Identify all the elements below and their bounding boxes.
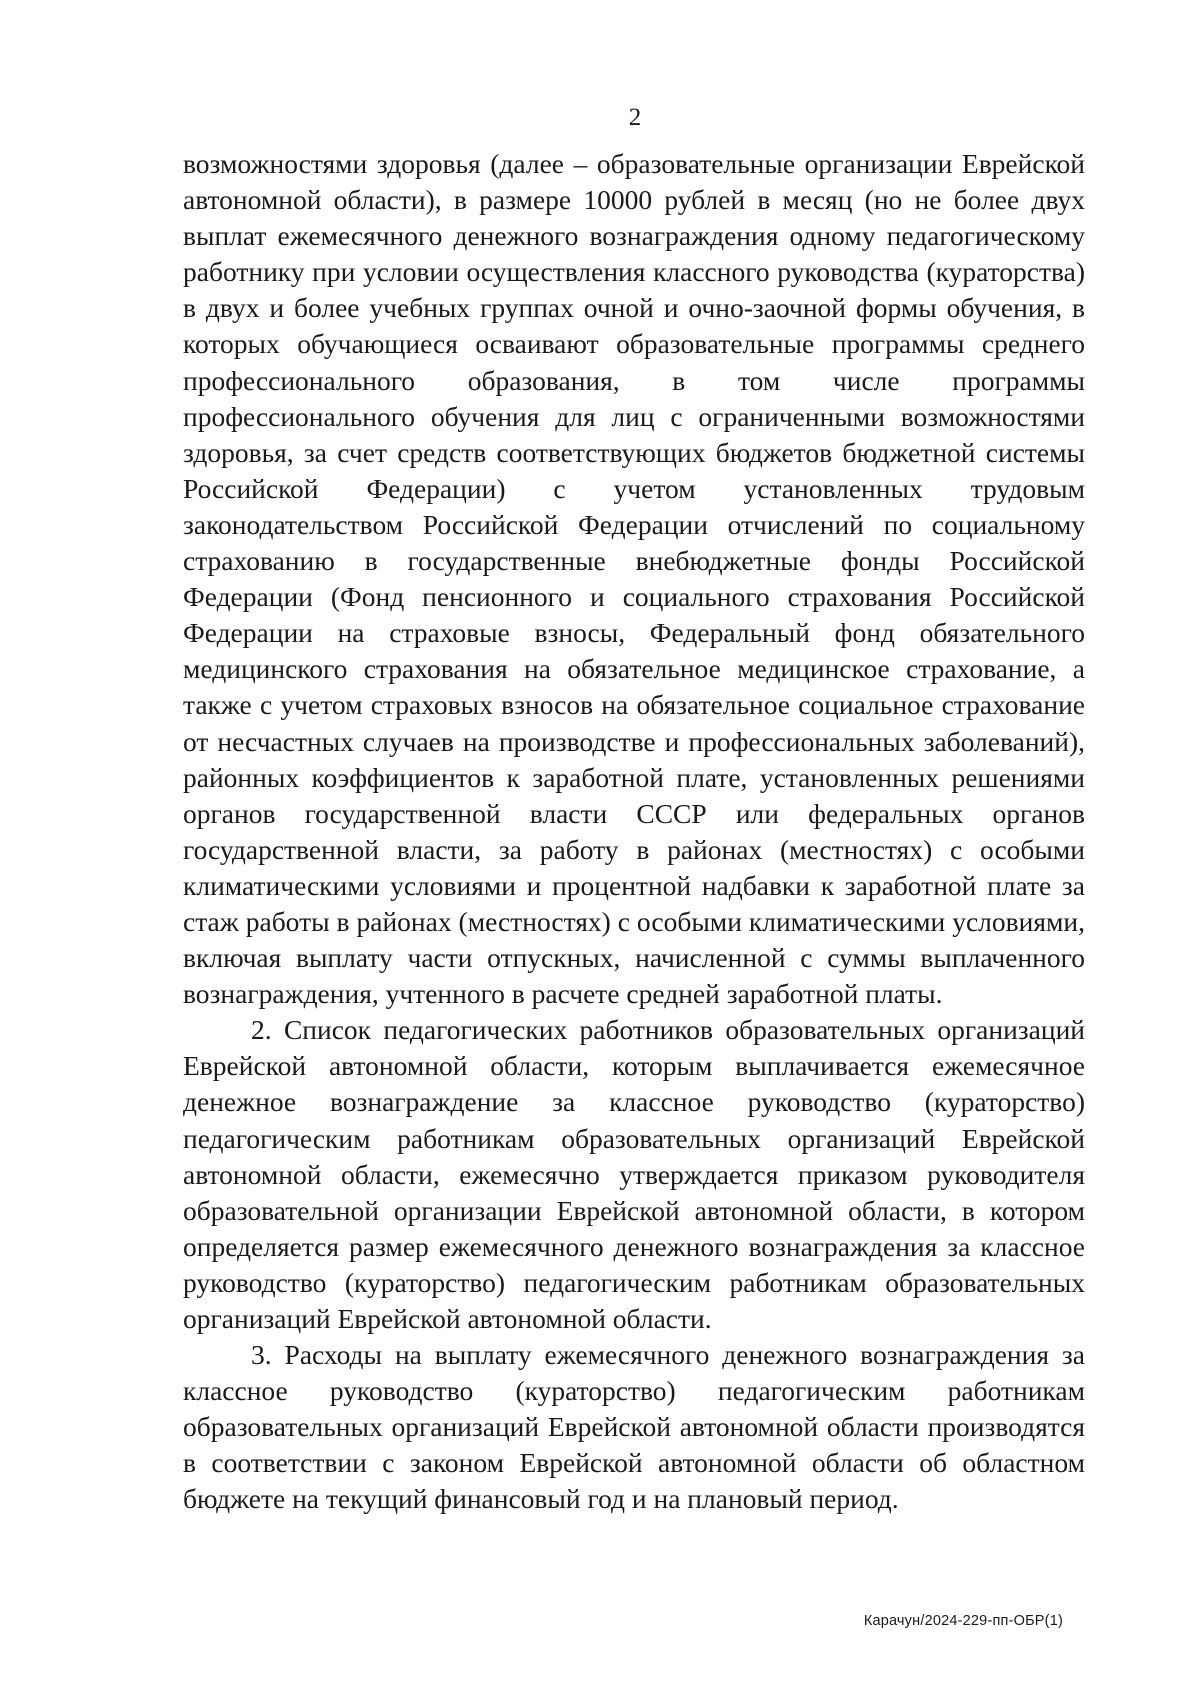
document-body xyxy=(183,146,1085,1518)
page-number: 2 xyxy=(628,104,642,131)
paragraph-continuation: возможностями здоровья (далее – образовательные организации Еврейской автономной области), в размере 10000 рублей в месяц (но не более двух выплат ежемесячного денежного вознаграждения одному педагогическому работнику при условии осуществления классного руководства (кураторства) в двух и более учебных группах очной и очно-заочной формы обучения, в которых обучающиеся осваивают образовательные программы среднего профессионального образования, в том числе программы профессионального обучения для лиц с ограниченными возможностями здоровья, за счет средств соответствующих бюджетов бюджетной системы Российской Федерации) с учетом установленных трудовым законодательством Российской Федерации отчислений по социальному страхованию в государственные внебюджетные фонды Российской Федерации (Фонд пенсионного и социального страхования Российской Федерации на страховые взносы, Федеральный фонд обязательного медицинского страхования на обязательное медицинское страхование, а также с учетом страховых взносов на обязательное социальное страхование от несчастных случаев на производстве и профессиональных заболеваний), районных коэффициентов к заработной плате, установленных решениями органов государственной власти СССР или федеральных органов государственной власти, за работу в районах (местностях) с особыми климатическими условиями и процентной надбавки к заработной плате за стаж работы в районах (местностях) с особыми климатическими условиями, включая выплату части отпускных, начисленной с суммы выплаченного вознаграждения, учтенного в расчете средней заработной платы. xyxy=(183,148,1085,1010)
paragraph-2: 2. Список педагогических работников образовательных организаций Еврейской автономной области, которым выплачивается ежемесячное денежное вознаграждение за классное руководство (кураторство) педагогическим работникам образовательных организаций Еврейской автономной области, ежемесячно утверждается приказом руководителя образовательной организации Еврейской автономной области, в котором определяется размер ежемесячного денежного вознаграждения за классное руководство (кураторство) педагогическим работникам образовательных организаций Еврейской автономной области. xyxy=(183,1014,1085,1334)
paragraph-3: 3. Расходы на выплату ежемесячного денежного вознаграждения за классное руководство (кураторство) педагогическим работникам образовательных организаций Еврейской автономной области производятся в соответствии с законом Еврейской автономной области об областном бюджете на текущий финансовый год и на плановый период. xyxy=(183,1339,1085,1515)
document-reference-code: Карачун/2024-229-пп-ОБР(1) xyxy=(863,1613,1063,1629)
